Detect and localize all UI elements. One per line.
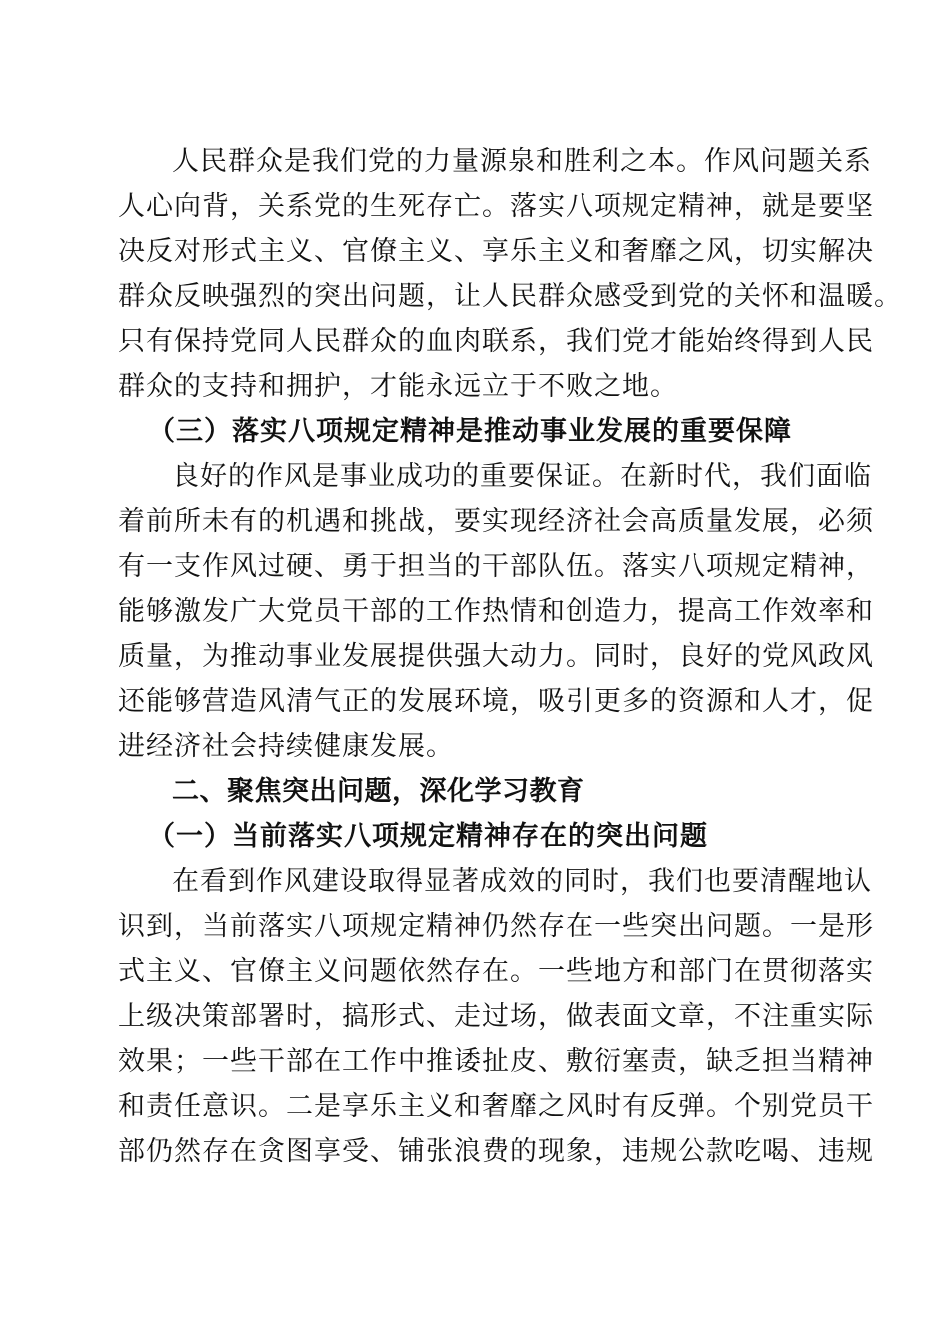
paragraph-2-line-5: 质量，为推动事业发展提供强大动力。同时，良好的党风政风 — [118, 641, 874, 672]
paragraph-3-line-3: 式主义、官僚主义问题依然存在。一些地方和部门在贯彻落实 — [118, 956, 874, 987]
paragraph-1-line-2: 人心向背，关系党的生死存亡。落实八项规定精神，就是要坚 — [118, 191, 874, 222]
paragraph-3-line-6: 和责任意识。二是享乐主义和奢靡之风时有反弹。个别党员干 — [118, 1091, 874, 1122]
paragraph-2-line-1: 良好的作风是事业成功的重要保证。在新时代，我们面临 — [172, 461, 872, 492]
paragraph-2-line-6: 还能够营造风清气正的发展环境，吸引更多的资源和人才，促 — [118, 686, 874, 717]
paragraph-1-line-5: 只有保持党同人民群众的血肉联系，我们党才能始终得到人民 — [118, 326, 874, 357]
subheading-one: （一）当前落实八项规定精神存在的突出问题 — [148, 821, 708, 852]
paragraph-2-line-7: 进经济社会持续健康发展。 — [118, 731, 454, 762]
paragraph-3-line-1: 在看到作风建设取得显著成效的同时，我们也要清醒地认 — [172, 866, 872, 897]
paragraph-3-line-7: 部仍然存在贪图享受、铺张浪费的现象，违规公款吃喝、违规 — [118, 1136, 874, 1167]
paragraph-3-line-4: 上级决策部署时，搞形式、走过场，做表面文章，不注重实际 — [118, 1001, 874, 1032]
paragraph-3-line-2: 识到，当前落实八项规定精神仍然存在一些突出问题。一是形 — [118, 911, 874, 942]
section-heading-two: 二、聚焦突出问题，深化学习教育 — [172, 776, 585, 807]
paragraph-2-line-2: 着前所未有的机遇和挑战，要实现经济社会高质量发展，必须 — [118, 506, 874, 537]
subheading-three: （三）落实八项规定精神是推动事业发展的重要保障 — [148, 416, 792, 447]
paragraph-2-line-4: 能够激发广大党员干部的工作热情和创造力，提高工作效率和 — [118, 596, 874, 627]
paragraph-1-line-6: 群众的支持和拥护，才能永远立于不败之地。 — [118, 371, 678, 402]
paragraph-1-line-3: 决反对形式主义、官僚主义、享乐主义和奢靡之风，切实解决 — [118, 236, 874, 267]
paragraph-2-line-3: 有一支作风过硬、勇于担当的干部队伍。落实八项规定精神， — [118, 551, 874, 582]
paragraph-3-line-5: 效果；一些干部在工作中推诿扯皮、敷衍塞责，缺乏担当精神 — [118, 1046, 874, 1077]
paragraph-1-line-4: 群众反映强烈的突出问题，让人民群众感受到党的关怀和温暖。 — [118, 281, 902, 312]
paragraph-1-line-1: 人民群众是我们党的力量源泉和胜利之本。作风问题关系 — [172, 146, 872, 177]
